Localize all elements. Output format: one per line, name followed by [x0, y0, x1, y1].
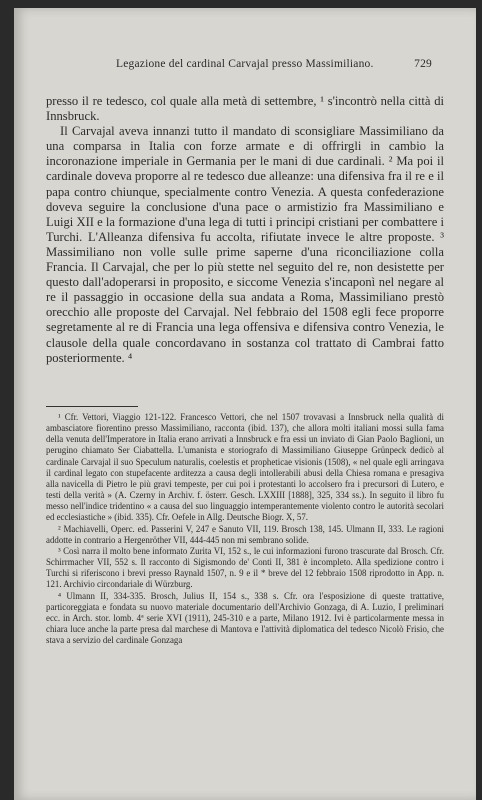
paragraph: Il Carvajal aveva innanzi tutto il mandato di sconsigliare Massimiliano da una comparsa in Italia con forze armate e di offrirgli in cambio la incoronazione imperiale in Germania per le mani di due cardinali. ² Ma poi il cardinale doveva proporre al re tedesco due alleanze: una difensiva fra il re e il papa contro chiunque, specialmente contro Venezia. A questa confederazione doveva seguire la conclusione d'una pace o armistizio fra Massimiliano e Luigi XII e la formazione d'una lega di tutti i principi cristiani per combattere i Turchi. L'Alleanza difensiva fu accolta, rifiutate invece le altre proposte. ³ Massimiliano non volle sulle prime saperne d'una riconciliazione colla Francia. Il Carvajal, che per lo più stette nel seguito del re, non desistette per questo dall'adoperarsi in proposito, e siccome Venezia s'incaponì nel negare al re il passaggio in occasione della sua andata a Roma, Massimiliano prestò orecchio alle proposte del Carvajal. Nel febbraio del 1508 egli fece proporre segretamente al re di Francia una lega offensiva e difensiva contro Venezia, le clausole della quale concordavano in sostanza col trattato di Cambrai fatto posteriormente. ⁴ — [46, 124, 444, 365]
footnote: ⁴ Ulmann II, 334-335. Brosch, Julius II, 154 s., 338 s. Cfr. ora l'esposizione di queste trattative, particoreggiata e fondata su nuovo materiale documentario dell'Archivio Gonzaga, di A. Luzio, I preliminari ecc. in Arch. stor. lomb. 4ª serie XVI (1911), 245-310 e a parte, Milano 1912. Ivi è particolarmente messa in chiara luce anche la parte presa dal marchese di Mantova e l'attività diplomatica del tedesco Nicolò Frisio, che stava a servizio del cardinale Gonzaga — [46, 590, 444, 646]
running-title: Legazione del cardinal Carvajal presso Massimiliano. — [116, 58, 374, 70]
footnote-separator — [46, 406, 138, 407]
running-header — [14, 58, 476, 74]
footnote: ² Machiavelli, Operc. ed. Passerini V, 247 e Sanuto VII, 119. Brosch 138, 145. Ulmann II, 333. Le ragioni addotte in contrario a Hergenröther VII, 444-445 non mi sembrano solide. — [46, 523, 444, 545]
main-text — [46, 94, 444, 366]
paragraph: presso il re tedesco, col quale alla metà di settembre, ¹ s'incontrò nella città di Innsbruck. — [46, 94, 444, 124]
footnote: ¹ Cfr. Vettori, Viaggio 121-122. Francesco Vettori, che nel 1507 trovavasi a Innsbruck nella qualità di ambasciatore fiorentino presso Massimiliano, racconta (ibid. 137), che allora molti italiani mossi sulla fama della venuta dell'Imperatore in Italia erano arrivati a Innsbruck e fra essi un inviato di Gian Paolo Baglioni, un perugino chiamato Ser Ciabattella. L'umanista e storiografo di Massimiliano Giuseppe Grünpeck dedicò al cardinale Carvajal il suo Speculum naturalis, coelestis et propheticae visionis (1508), « nel quale egli arringava il cardinal legato con stupefacente arditezza a causa degli intollerabili abusi della Chiesa romana e presagiva alla navicella di Pietro le più gravi tempeste, per cui poi i protestanti lo accolsero fra i precursori di Lutero, e testi della verità » (A. Czerny in Archiv. f. österr. Gesch. LXXIII [1888], 325, 334 ss.). In seguito il libro fu messo nell'indice tridentino « a causa del suo linguaggio intemperantemente violento contro le autorità secolari ed ecclesiastiche » (ibid. 335). Cfr. Oefele in Allg. Deutsche Biogr. X, 57. — [46, 412, 444, 523]
page-sheet — [14, 8, 476, 800]
footnote: ³ Così narra il molto bene informato Zurita VI, 152 s., le cui informazioni furono trascurate dal Brosch. Cfr. Schirrmacher VII, 552 s. Il racconto di Sigismondo de' Conti II, 381 è incompleto. Alla spedizione contro i Turchi si riferiscono i brevi presso Raynald 1507, n. 9 e il * breve del 12 febbraio 1508 riprodotto in App. n. 121. Archivio circondariale di Würzburg. — [46, 545, 444, 590]
page-number: 729 — [414, 58, 432, 70]
footnotes — [46, 412, 444, 646]
